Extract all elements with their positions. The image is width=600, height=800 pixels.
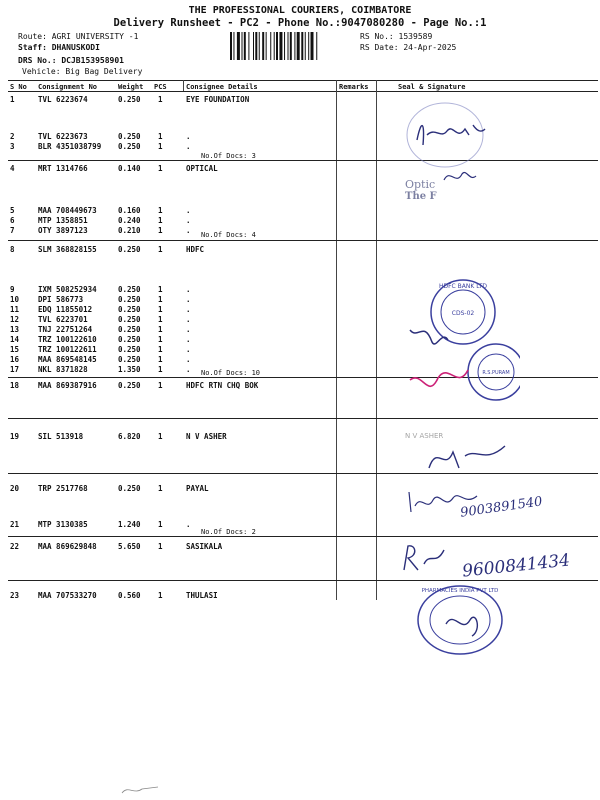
- row-21-sno: 21: [10, 520, 20, 529]
- row-12-sno: 12: [10, 315, 20, 324]
- row-5-pcs: 1: [158, 206, 163, 215]
- row-2-wt: 0.250: [118, 132, 141, 141]
- row-5-sno: 5: [10, 206, 15, 215]
- row-14-wt: 0.250: [118, 335, 141, 344]
- table-top-rule: [8, 80, 598, 81]
- row-2-sno: 2: [10, 132, 15, 141]
- rs-date-value: 24-Apr-2025: [403, 43, 457, 52]
- vehicle-line: [22, 67, 142, 76]
- col-header-seal: Seal & Signature: [398, 83, 466, 91]
- row-7-sno: 7: [10, 226, 15, 235]
- row-18-cons: MAA 869387916: [38, 381, 97, 390]
- row-4-wt: 0.140: [118, 164, 141, 173]
- route-line: [18, 32, 138, 41]
- row-16-pcs: 1: [158, 355, 163, 364]
- row-19-cons: SIL 513918: [38, 432, 84, 441]
- rs-date-label: RS Date:: [360, 43, 399, 52]
- row-11-sno: 11: [10, 305, 20, 314]
- row-13-det: .: [186, 325, 191, 334]
- doc-count-group-4: No.Of Docs: 2: [201, 528, 256, 536]
- row-1-pcs: 1: [158, 95, 163, 104]
- asher-stamp-text: N V ASHER: [405, 432, 444, 440]
- signature-asher: [425, 438, 515, 478]
- row-11-pcs: 1: [158, 305, 163, 314]
- row-23-det: THULASI: [186, 591, 218, 600]
- optical-stamp-sub: The F: [405, 191, 437, 202]
- row-9-wt: 0.250: [118, 285, 141, 294]
- row-13-wt: 0.250: [118, 325, 141, 334]
- vehicle-value: Big Bag Delivery: [65, 67, 143, 76]
- row-1-det: EYE FOUNDATION: [186, 95, 250, 104]
- row-20-det: PAYAL: [186, 484, 209, 493]
- row-4-cons: MRT 1314766: [38, 164, 88, 173]
- barcode-bar: [259, 32, 260, 60]
- staff-label: Staff:: [18, 43, 47, 52]
- row-17-pcs: 1: [158, 365, 163, 374]
- barcode-bar: [279, 32, 282, 60]
- row-15-wt: 0.250: [118, 345, 141, 354]
- staff-line: [18, 43, 100, 52]
- row-4-det: OPTICAL: [186, 164, 218, 173]
- row-13-pcs: 1: [158, 325, 163, 334]
- row-14-det: .: [186, 335, 191, 344]
- signature-sasikala: [400, 540, 460, 574]
- barcode-bar: [288, 32, 289, 60]
- barcode-bar: [284, 32, 285, 60]
- row-5-cons: MAA 708449673: [38, 206, 97, 215]
- barcode-bar: [237, 32, 240, 60]
- row-19-wt: 6.820: [118, 432, 141, 441]
- row-2-pcs: 1: [158, 132, 163, 141]
- barcode-bar: [253, 32, 254, 60]
- row-4-pcs: 1: [158, 164, 163, 173]
- row-15-det: .: [186, 345, 191, 354]
- col-header-consignment: Consignment No: [38, 83, 98, 91]
- col-divider-seal: [376, 80, 377, 600]
- optical-stamp-text: Optic: [405, 178, 436, 191]
- row-6-cons: MTP 1358851: [38, 216, 88, 225]
- row-22-wt: 5.650: [118, 542, 141, 551]
- row-9-sno: 9: [10, 285, 15, 294]
- row-4-sno: 4: [10, 164, 15, 173]
- barcode-bar: [301, 32, 303, 60]
- row-10-det: .: [186, 295, 191, 304]
- rs-no-line: [360, 32, 432, 41]
- row-3-sno: 3: [10, 142, 15, 151]
- hdfc-stamp-ring-text: HDFC BANK LTD: [438, 283, 488, 290]
- barcode-bar: [244, 32, 246, 60]
- pharmacy-stamp: [410, 580, 510, 660]
- row-16-wt: 0.250: [118, 355, 141, 364]
- row-20-pcs: 1: [158, 484, 163, 493]
- handwritten-phone-2: 9600841434: [461, 550, 571, 582]
- row-10-wt: 0.250: [118, 295, 141, 304]
- row-13-cons: TNJ 22751264: [38, 325, 93, 334]
- barcode-bar: [233, 32, 234, 60]
- row-21-cons: MTP 3130385: [38, 520, 88, 529]
- row-18-det: HDFC RTN CHQ BOK: [186, 381, 259, 390]
- row-1-sno: 1: [10, 95, 15, 104]
- route-value: AGRI UNIVERSITY -1: [51, 32, 139, 41]
- row-1-cons: TVL 6223674: [38, 95, 88, 104]
- row-16-det: .: [186, 355, 191, 364]
- row-21-det: .: [186, 520, 191, 529]
- row-17-wt: 1.350: [118, 365, 141, 374]
- row-14-sno: 14: [10, 335, 20, 344]
- barcode-bar: [270, 32, 271, 60]
- row-5-wt: 0.160: [118, 206, 141, 215]
- row-19-sno: 19: [10, 432, 20, 441]
- row-8-wt: 0.250: [118, 245, 141, 254]
- table-header-rule: [8, 91, 598, 92]
- hdfc-stamp-bottom-text: R.S.PURAM: [482, 370, 510, 376]
- row-7-cons: OTY 3897123: [38, 226, 88, 235]
- row-18-wt: 0.250: [118, 381, 141, 390]
- signature-eye-foundation: [395, 95, 505, 175]
- row-11-cons: EDQ 11855012: [38, 305, 93, 314]
- row-15-sno: 15: [10, 345, 20, 354]
- row-18-pcs: 1: [158, 381, 163, 390]
- barcode-bar: [274, 32, 275, 60]
- staff-value: DHANUSKODI: [51, 43, 100, 52]
- row-8-pcs: 1: [158, 245, 163, 254]
- barcode-bar: [262, 32, 264, 60]
- row-2-cons: TVL 6223673: [38, 132, 88, 141]
- row-10-pcs: 1: [158, 295, 163, 304]
- barcode-bar: [305, 32, 306, 60]
- row-20-sno: 20: [10, 484, 20, 493]
- row-6-pcs: 1: [158, 216, 163, 225]
- row-14-pcs: 1: [158, 335, 163, 344]
- row-10-sno: 10: [10, 295, 20, 304]
- col-header-remarks: Remarks: [339, 83, 369, 91]
- row-6-wt: 0.240: [118, 216, 141, 225]
- row-23-wt: 0.560: [118, 591, 141, 600]
- row-5-det: .: [186, 206, 191, 215]
- row-1-wt: 0.250: [118, 95, 141, 104]
- row-21-pcs: 1: [158, 520, 163, 529]
- doc-count-group-3: No.Of Docs: 10: [201, 369, 261, 377]
- row-23-cons: MAA 707533270: [38, 591, 97, 600]
- barcode-bar: [297, 32, 300, 60]
- barcode-bar: [308, 32, 309, 60]
- optical-stamp: [405, 178, 437, 202]
- drs-line: [18, 56, 124, 65]
- col-divider-consignee: [183, 80, 184, 91]
- row-8-det: HDFC: [186, 245, 205, 254]
- col-header-consignee: Consignee Details: [186, 83, 258, 91]
- barcode-bar: [230, 32, 232, 60]
- barcode-bar: [242, 32, 243, 60]
- row-22-pcs: 1: [158, 542, 163, 551]
- row-12-cons: TVL 6223701: [38, 315, 88, 324]
- row-6-det: .: [186, 216, 191, 225]
- row-22-det: SASIKALA: [186, 542, 223, 551]
- row-9-pcs: 1: [158, 285, 163, 294]
- row-3-det: .: [186, 142, 191, 151]
- barcode-bar: [294, 32, 295, 60]
- barcode-bar: [290, 32, 292, 60]
- footer-initial-mark: [118, 783, 168, 797]
- row-3-pcs: 1: [158, 142, 163, 151]
- row-15-cons: TRZ 100122611: [38, 345, 97, 354]
- row-21-wt: 1.240: [118, 520, 141, 529]
- group-rule-2: [8, 240, 598, 241]
- col-header-sno: S No: [10, 83, 27, 91]
- barcode-image: [230, 32, 352, 60]
- row-22-cons: MAA 869629848: [38, 542, 97, 551]
- barcode-bar: [248, 32, 249, 60]
- pharmacy-stamp-ring-text: PHARMACIES INDIA PVT LTD: [421, 588, 499, 594]
- row-15-pcs: 1: [158, 345, 163, 354]
- row-22-sno: 22: [10, 542, 20, 551]
- route-label: Route:: [18, 32, 47, 41]
- row-17-cons: NKL 8371828: [38, 365, 88, 374]
- rs-no-label: RS No.:: [360, 32, 394, 41]
- row-19-pcs: 1: [158, 432, 163, 441]
- row-3-wt: 0.250: [118, 142, 141, 151]
- runsheet-title: Delivery Runsheet - PC2 - Phone No.:9047080280 - Page No.:1: [113, 17, 487, 29]
- hdfc-stamps: [408, 270, 520, 405]
- row-17-sno: 17: [10, 365, 20, 374]
- group-rule-1: [8, 160, 598, 161]
- barcode-bar: [311, 32, 314, 60]
- row-16-cons: MAA 869548145: [38, 355, 97, 364]
- row-6-sno: 6: [10, 216, 15, 225]
- row-11-wt: 0.250: [118, 305, 141, 314]
- row-9-cons: IXM 508252934: [38, 285, 97, 294]
- rs-no-value: 1539589: [398, 32, 433, 41]
- company-name: THE PROFESSIONAL COURIERS, COIMBATORE: [188, 5, 412, 16]
- row-11-det: .: [186, 305, 191, 314]
- row-7-det: .: [186, 226, 191, 235]
- hdfc-stamp-center-text: CDS-02: [451, 310, 475, 317]
- row-8-sno: 8: [10, 245, 15, 254]
- group-rule-6: [8, 536, 598, 537]
- barcode-bar: [316, 32, 317, 60]
- group-rule-4: [8, 418, 598, 419]
- row-18-sno: 18: [10, 381, 20, 390]
- col-divider-remarks: [336, 80, 337, 600]
- vehicle-label: Vehicle:: [22, 67, 61, 76]
- doc-count-group-1: No.Of Docs: 3: [201, 152, 256, 160]
- row-23-pcs: 1: [158, 591, 163, 600]
- drs-value: DCJB153958901: [61, 56, 124, 65]
- row-13-sno: 13: [10, 325, 20, 334]
- barcode-bar: [266, 32, 267, 60]
- row-14-cons: TRZ 100122610: [38, 335, 97, 344]
- signature-optical: [440, 166, 480, 188]
- row-19-det: N V ASHER: [186, 432, 227, 441]
- barcode-bar: [255, 32, 257, 60]
- row-7-pcs: 1: [158, 226, 163, 235]
- handwritten-phone-1: 9003891540: [459, 494, 544, 521]
- col-header-pcs: PCS: [154, 83, 167, 91]
- row-2-det: .: [186, 132, 191, 141]
- drs-label: DRS No.:: [18, 56, 57, 65]
- row-12-pcs: 1: [158, 315, 163, 324]
- row-20-cons: TRP 2517768: [38, 484, 88, 493]
- row-10-cons: DPI 586773: [38, 295, 84, 304]
- row-23-sno: 23: [10, 591, 20, 600]
- row-8-cons: SLM 368828155: [38, 245, 97, 254]
- barcode-bar: [276, 32, 278, 60]
- row-17-det: .: [186, 365, 191, 374]
- row-3-cons: BLR 4351038799: [38, 142, 102, 151]
- row-12-det: .: [186, 315, 191, 324]
- row-16-sno: 16: [10, 355, 20, 364]
- row-7-wt: 0.210: [118, 226, 141, 235]
- row-9-det: .: [186, 285, 191, 294]
- rs-date-line: [360, 43, 456, 52]
- row-12-wt: 0.250: [118, 315, 141, 324]
- col-header-weight: Weight: [118, 83, 144, 91]
- doc-count-group-2: No.Of Docs: 4: [201, 231, 256, 239]
- row-20-wt: 0.250: [118, 484, 141, 493]
